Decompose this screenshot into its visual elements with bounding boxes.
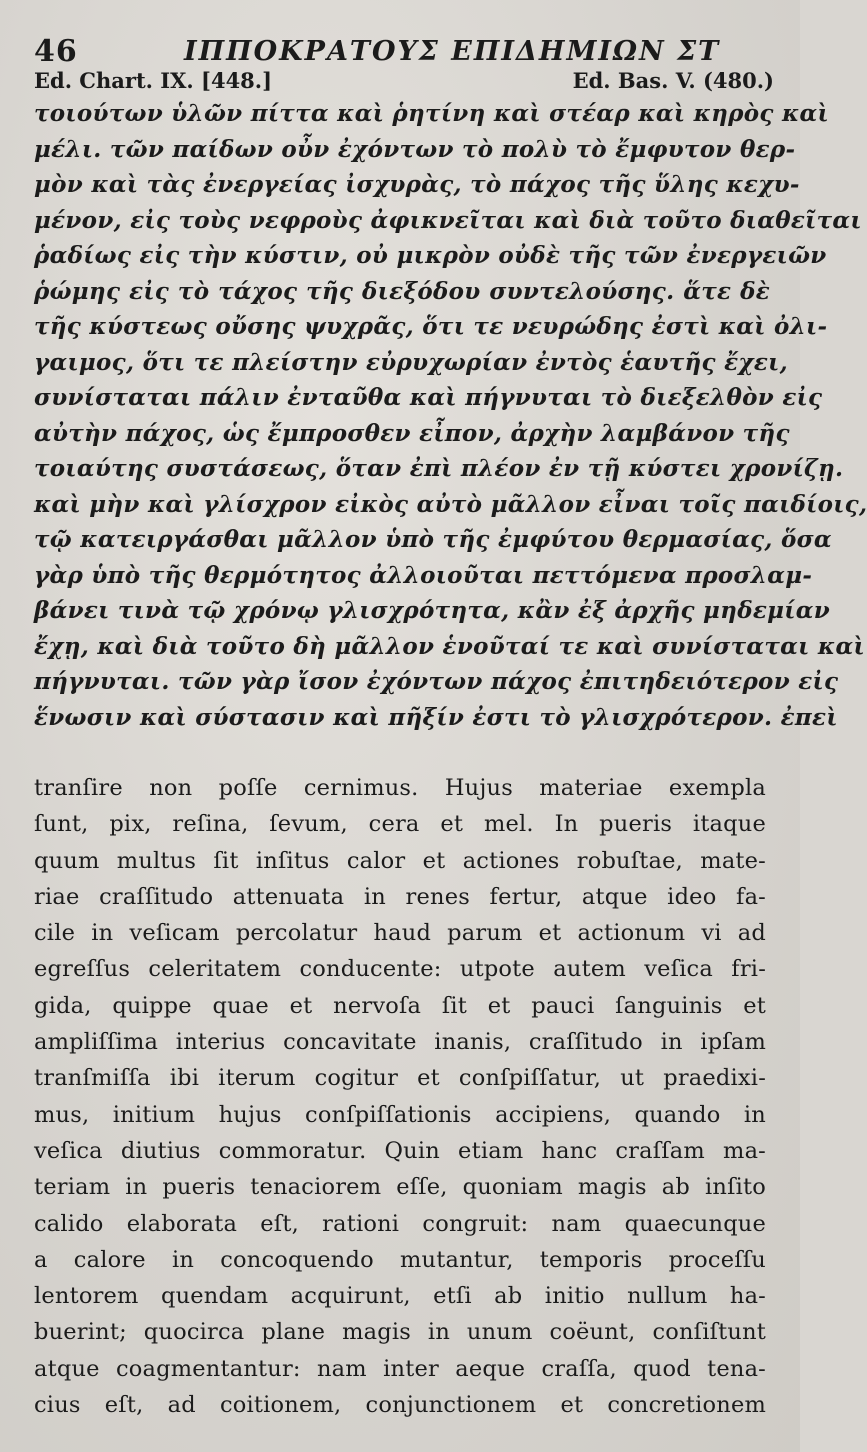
- latin-text-line: atque coagmentantur: nam inter aeque craſſa, quod tena-: [34, 1355, 766, 1382]
- greek-text-line: γὰρ ὑπὸ τῆς θερμότητος ἀλλοιοῦται πεττόμενα προσλαμ-: [34, 561, 813, 589]
- greek-text-block: [34, 96, 867, 735]
- greek-text-line: μέλι. τῶν παίδων οὖν ἐχόντων τὸ πολὺ τὸ ἔμφυτον θερ-: [34, 135, 796, 163]
- edition-basel-reference: Ed. Bas. V. (480.): [572, 68, 774, 93]
- greek-text-line: αὐτὴν πάχος, ὡς ἔμπροσθεν εἶπον, ἀρχὴν λαμβάνον τῆς: [34, 419, 790, 447]
- greek-text-line: ἔχῃ, καὶ διὰ τοῦτο δὴ μᾶλλον ἑνοῦταί τε καὶ συνίσταται καὶ: [34, 632, 865, 660]
- greek-text-line: βάνει τινὰ τῷ χρόνῳ γλισχρότητα, κἂν ἐξ ἀρχῆς μηδεμίαν: [34, 597, 830, 624]
- latin-text-line: gida, quippe quae et nervoſa ſit et pauci ſanguinis et: [34, 992, 766, 1019]
- greek-text-line: ῥαδίως εἰς τὴν κύστιν, οὐ μικρὸν οὐδὲ τῆς τῶν ἐνεργειῶν: [34, 242, 827, 269]
- latin-text-line: calido elaborata eſt, rationi congruit: nam quaecunque: [34, 1210, 766, 1237]
- latin-text-line: veſica diutius commoratur. Quin etiam hanc craſſam ma-: [34, 1137, 766, 1164]
- greek-text-line: γαιμος, ὅτι τε πλείστην εὐρυχωρίαν ἐντὸς ἑαυτῆς ἔχει,: [34, 348, 788, 376]
- running-title: ΙΠΠΟΚΡΑΤΟΥΣ ΕΠΙΔΗΜΙΩΝ ΣΤ: [184, 36, 721, 67]
- greek-text-line: τῷ κατειργάσθαι μᾶλλον ὑπὸ τῆς ἐμφύτου θερμασίας, ὅσα: [34, 526, 832, 553]
- latin-text-line: buerint; quocirca plane magis in unum coëunt, conſiſtunt: [34, 1319, 766, 1346]
- greek-text-line: συνίσταται πάλιν ἐνταῦθα καὶ πήγνυται τὸ διεξελθὸν εἰς: [34, 384, 823, 411]
- page-number: 46: [34, 34, 78, 69]
- latin-text-line: mus, initium hujus conſpiſſationis accipiens, quando in: [34, 1101, 766, 1128]
- greek-text-line: πήγνυται. τῶν γὰρ ἴσον ἐχόντων πάχος ἐπιτηδειότερον εἰς: [34, 668, 839, 695]
- latin-text-line: lentorem quendam acquirunt, etſi ab initio nullum ha-: [34, 1283, 766, 1310]
- latin-text-line: quum multus ſit inſitus calor et actiones robuſtae, mate-: [34, 847, 766, 874]
- latin-text-block: [34, 770, 766, 1423]
- latin-text-line: egreſſus celeritatem conducente: utpote autem veſica fri-: [34, 956, 766, 983]
- page-header: [34, 30, 774, 68]
- latin-text-line: ampliſſima interius concavitate inanis, craſſitudo in ipſam: [34, 1029, 766, 1056]
- latin-text-line: ſunt, pix, reſina, ſevum, cera et mel. In pueris itaque: [34, 811, 766, 838]
- latin-text-line: teriam in pueris tenaciorem eſſe, quoniam magis ab inſito: [34, 1174, 766, 1201]
- greek-text-line: τῆς κύστεως οὔσης ψυχρᾶς, ὅτι τε νευρώδης ἐστὶ καὶ ὀλι-: [34, 313, 828, 340]
- latin-text-line: riae craſſitudo attenuata in renes fertur, atque ideo fa-: [34, 883, 766, 910]
- latin-text-line: a calore in concoquendo mutantur, temporis proceſſu: [34, 1246, 766, 1273]
- greek-text-line: καὶ μὴν καὶ γλίσχρον εἰκὸς αὐτὸ μᾶλλον εἶναι τοῖς παιδίοις,: [34, 490, 867, 518]
- latin-text-line: cile in veſicam percolatur haud parum et actionum vi ad: [34, 920, 766, 947]
- edition-chartier-reference: Ed. Chart. IX. [448.]: [34, 68, 273, 93]
- latin-text-line: cius eſt, ad coitionem, conjunctionem et concretionem: [34, 1392, 766, 1419]
- greek-text-line: ῥώμης εἰς τὸ τάχος τῆς διεξόδου συντελούσης. ἅτε δὲ: [34, 277, 770, 305]
- greek-text-line: τοιαύτης συστάσεως, ὅταν ἐπὶ πλέον ἐν τῇ κύστει χρονίζῃ.: [34, 455, 844, 482]
- greek-text-line: μένον, εἰς τοὺς νεφροὺς ἀφικνεῖται καὶ διὰ τοῦτο διαθεῖται: [34, 206, 862, 234]
- latin-text-line: tranſmiſſa ibi iterum cogitur et conſpiſſatur, ut praedixi-: [34, 1065, 766, 1092]
- latin-text-line: tranſire non poſſe cernimus. Hujus materiae exempla: [34, 775, 766, 801]
- greek-text-line: τοιούτων ὑλῶν πίττα καὶ ῥητίνη καὶ στέαρ καὶ κηρὸς καὶ: [34, 100, 829, 127]
- greek-text-line: ἕνωσιν καὶ σύστασιν καὶ πῆξίν ἐστι τὸ γλισχρότερον. ἐπεὶ: [34, 703, 838, 731]
- greek-text-line: μὸν καὶ τὰς ἐνεργείας ἰσχυρὰς, τὸ πάχος τῆς ὕλης κεχυ-: [34, 171, 800, 198]
